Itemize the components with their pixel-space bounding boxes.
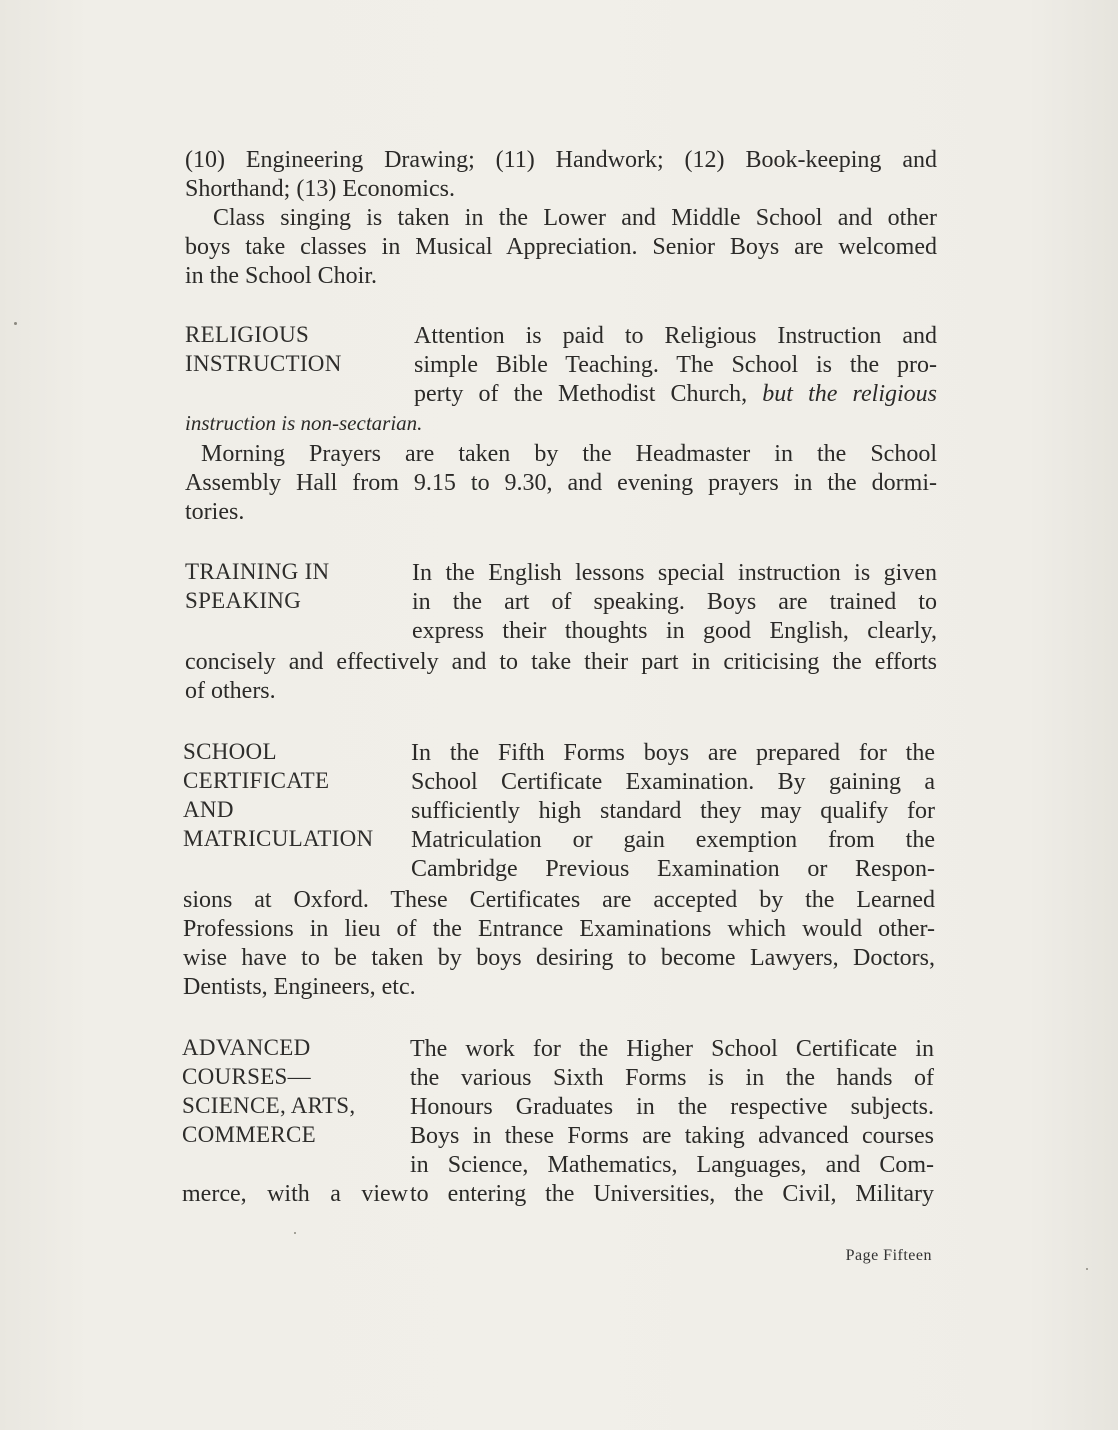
text-line: Honours Graduates in the respective subjects.: [410, 1094, 934, 1120]
section-heading-advanced-courses: [182, 1033, 407, 1149]
text-line: simple Bible Teaching. The School is the pro-: [414, 352, 937, 378]
paper-speck: [1086, 1268, 1088, 1270]
italic-text: instruction is non-sectarian.: [185, 411, 423, 435]
text-line: Boys in these Forms are taking advanced courses: [410, 1123, 934, 1149]
text-line: wise have to be taken by boys desiring to become Lawyers, Doctors,: [183, 945, 935, 971]
page-number: Page Fifteen: [845, 1247, 932, 1264]
text-line: boys take classes in Musical Appreciation. Senior Boys are welcomed: [185, 234, 937, 260]
text-line: of others.: [185, 678, 276, 704]
text-line: the various Sixth Forms is in the hands of: [410, 1065, 934, 1091]
text-line: In the Fifth Forms boys are prepared for the: [411, 740, 935, 766]
prayers-paragraph: [185, 440, 937, 527]
heading-line: MATRICULATION: [183, 826, 374, 851]
heading-line: COMMERCE: [182, 1122, 317, 1147]
text-line: In the English lessons special instruction is given: [412, 560, 937, 586]
heading-line: SPEAKING: [185, 588, 302, 613]
heading-line: COURSES—: [182, 1064, 311, 1089]
text-line: (10) Engineering Drawing; (11) Handwork; (12) Book-keeping and: [185, 147, 937, 173]
heading-line: ADVANCED: [182, 1035, 311, 1060]
singing-paragraph: [185, 204, 937, 291]
certificate-body: [411, 739, 935, 884]
text-line: Assembly Hall from 9.15 to 9.30, and evening prayers in the dormi-: [185, 470, 937, 496]
text-line: sufficiently high standard they may qualify for: [411, 798, 935, 824]
text-line: sions at Oxford. These Certificates are accepted by the Learned: [183, 887, 935, 913]
text-line: merce, with a view: [182, 1181, 408, 1207]
text-line: in the art of speaking. Boys are trained to: [412, 589, 937, 615]
text-line: in the School Choir.: [185, 263, 377, 289]
heading-line: INSTRUCTION: [185, 351, 342, 376]
text-line: concisely and effectively and to take their part in criticising the efforts: [185, 649, 937, 675]
advanced-continuation-right: [410, 1180, 934, 1209]
religious-continuation: [185, 409, 937, 438]
text-line: School Certificate Examination. By gaining a: [411, 769, 935, 795]
paper-speck: [14, 322, 17, 325]
heading-line: CERTIFICATE: [183, 768, 330, 793]
text-line: Attention is paid to Religious Instruction and: [414, 323, 937, 349]
speaking-continuation: [185, 648, 937, 706]
heading-line: SCIENCE, ARTS,: [182, 1093, 356, 1118]
text-line: in Science, Mathematics, Languages, and Com-: [410, 1152, 934, 1178]
text-line: Matriculation or gain exemption from the: [411, 827, 935, 853]
heading-line: AND: [183, 797, 234, 822]
text-line: Professions in lieu of the Entrance Examinations which would other-: [183, 916, 935, 942]
advanced-body: [410, 1035, 934, 1180]
heading-line: SCHOOL: [183, 739, 277, 764]
text-line: tories.: [185, 499, 245, 525]
text-line: Class singing is taken in the Lower and Middle School and other: [213, 205, 937, 231]
section-heading-religious-instruction: [185, 320, 410, 378]
section-heading-training-in-speaking: [185, 557, 410, 615]
text-line: Dentists, Engineers, etc.: [183, 974, 416, 1000]
heading-line: RELIGIOUS: [185, 322, 310, 347]
intro-paragraph: [185, 146, 937, 204]
text-segment: perty of the Methodist Church,: [414, 381, 763, 407]
speaking-body: [412, 559, 937, 646]
text-line: Cambridge Previous Examination or Respon-: [411, 856, 935, 882]
paper-speck: [294, 1232, 296, 1234]
italic-text: but the religious: [762, 381, 937, 407]
text-line: [414, 380, 937, 409]
certificate-continuation: [183, 886, 935, 1002]
religious-body: [414, 322, 937, 409]
heading-line: TRAINING IN: [185, 559, 330, 584]
advanced-continuation-left: [182, 1180, 408, 1209]
text-line: Morning Prayers are taken by the Headmaster in the School: [201, 441, 937, 467]
text-line: The work for the Higher School Certificate in: [410, 1036, 934, 1062]
text-line: express their thoughts in good English, clearly,: [412, 618, 937, 644]
text-line: to entering the Universities, the Civil, Military: [410, 1181, 934, 1207]
text-line: Shorthand; (13) Economics.: [185, 176, 455, 202]
section-heading-school-certificate: [183, 737, 408, 853]
